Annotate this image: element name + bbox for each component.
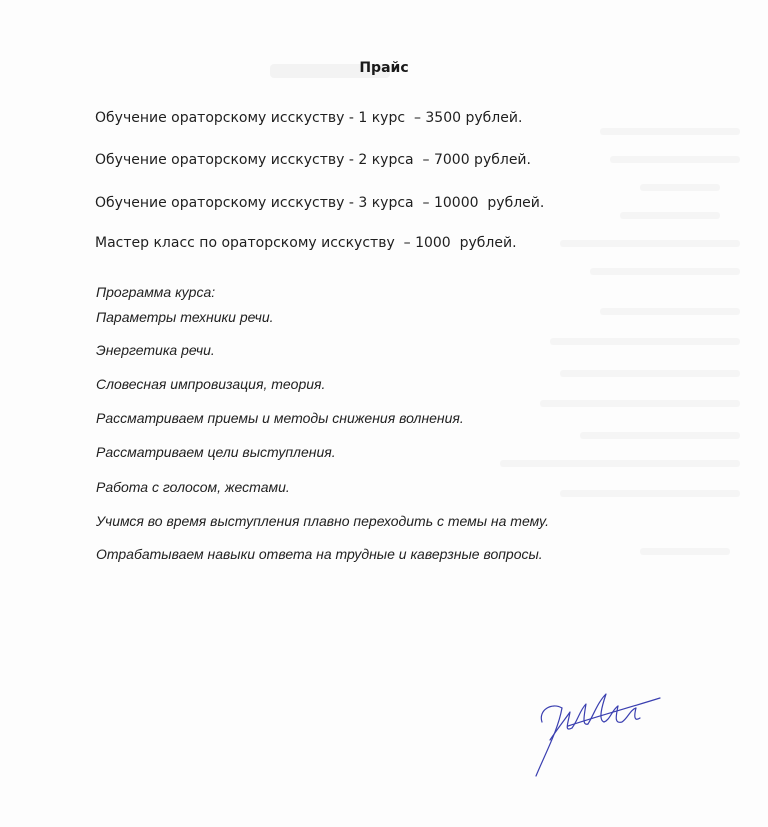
bleed-through-text xyxy=(560,490,740,497)
bleed-through-text xyxy=(590,268,740,275)
bleed-through-text xyxy=(580,432,740,439)
program-item: Рассматриваем приемы и методы снижения волнения. xyxy=(96,410,464,426)
bleed-through-text xyxy=(560,240,740,247)
bleed-through-text xyxy=(600,308,740,315)
bleed-through-text xyxy=(620,212,720,219)
program-item: Словесная импровизация, теория. xyxy=(96,376,326,392)
handwritten-signature xyxy=(528,680,668,790)
program-item: Работа с голосом, жестами. xyxy=(96,479,290,495)
program-item: Учимся во время выступления плавно переходить с темы на тему. xyxy=(96,513,549,529)
price-item: Обучение ораторскому исскуству - 3 курса – 10000 рублей. xyxy=(95,195,545,211)
bleed-through-text xyxy=(640,548,730,555)
program-item: Отрабатываем навыки ответа на трудные и каверзные вопросы. xyxy=(96,546,543,562)
bleed-through-text xyxy=(550,338,740,345)
program-item: Параметры техники речи. xyxy=(96,309,274,325)
bleed-through-text xyxy=(600,128,740,135)
program-item: Рассматриваем цели выступления. xyxy=(96,444,336,460)
bleed-through-text xyxy=(500,460,740,467)
program-heading: Программа курса: xyxy=(96,284,216,300)
price-item: Мастер класс по ораторскому исскуству – 1000 рублей. xyxy=(95,235,517,251)
page-title: Прайс xyxy=(359,60,409,76)
bleed-through-text xyxy=(640,184,720,191)
bleed-through-text xyxy=(560,370,740,377)
bleed-through-text xyxy=(610,156,740,163)
price-item: Обучение ораторскому исскуству - 2 курса – 7000 рублей. xyxy=(95,152,531,168)
price-item: Обучение ораторскому исскуству - 1 курс – 3500 рублей. xyxy=(95,110,523,126)
bleed-through-text xyxy=(540,400,740,407)
program-item: Энергетика речи. xyxy=(96,342,215,358)
